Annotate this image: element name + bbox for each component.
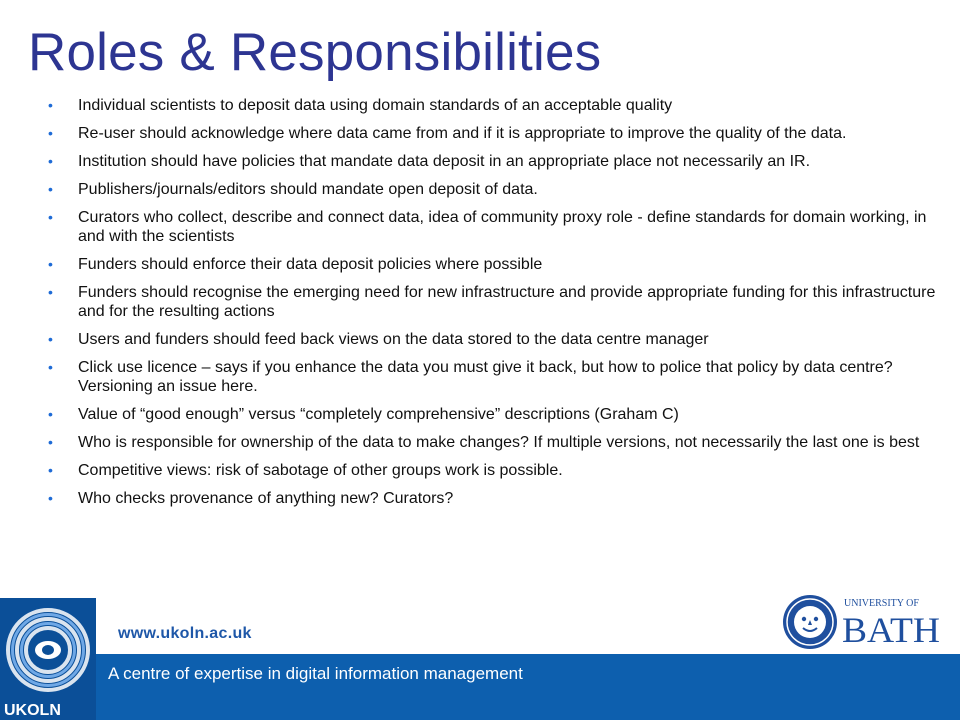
bullet-text: Who is responsible for ownership of the data to make changes? If multiple versions, not necessarily the last one is best xyxy=(78,434,920,451)
bullet-text: Click use licence – says if you enhance the data you must give it back, but how to police that policy by data centre? Versioning an issue here. xyxy=(78,359,893,395)
bath-logo-main-text: BATH xyxy=(842,610,940,650)
bullet-item xyxy=(48,358,948,396)
bullet-item xyxy=(48,96,948,115)
slide-title: Roles & Responsibilities xyxy=(28,23,602,82)
bullet-item xyxy=(48,433,948,452)
bullet-text: Institution should have policies that mandate data deposit in an appropriate place not necessarily an IR. xyxy=(78,153,811,170)
bullet-item xyxy=(48,405,948,424)
ukoln-logo-text: UKOLN xyxy=(4,702,61,719)
bullet-dot-icon: • xyxy=(48,434,53,450)
bullet-dot-icon: • xyxy=(48,181,53,197)
bullet-list xyxy=(48,96,948,517)
bullet-dot-icon: • xyxy=(48,331,53,347)
footer-url[interactable]: www.ukoln.ac.uk xyxy=(118,625,252,642)
bath-crest-icon xyxy=(783,595,837,649)
bullet-item xyxy=(48,124,948,143)
bullet-dot-icon: • xyxy=(48,462,53,478)
bullet-item xyxy=(48,152,948,171)
bullet-dot-icon: • xyxy=(48,97,53,113)
bullet-dot-icon: • xyxy=(48,490,53,506)
bullet-dot-icon: • xyxy=(48,125,53,141)
bath-logo-top-text: UNIVERSITY OF xyxy=(844,598,919,609)
bullet-dot-icon: • xyxy=(48,153,53,169)
bullet-text: Curators who collect, describe and connect data, idea of community proxy role - define standards for domain working, in and with the scientists xyxy=(78,209,927,245)
bullet-item xyxy=(48,330,948,349)
footer-tagline: A centre of expertise in digital information management xyxy=(108,664,523,683)
bullet-text: Who checks provenance of anything new? Curators? xyxy=(78,490,454,507)
bullet-text: Publishers/journals/editors should mandate open deposit of data. xyxy=(78,181,538,198)
bullet-item xyxy=(48,283,948,321)
bullet-dot-icon: • xyxy=(48,359,53,375)
bullet-text: Funders should enforce their data deposit policies where possible xyxy=(78,256,543,273)
bullet-text: Funders should recognise the emerging need for new infrastructure and provide appropriate funding for this infrastructure and for the resulting actions xyxy=(78,284,936,320)
bullet-item xyxy=(48,180,948,199)
bullet-text: Competitive views: risk of sabotage of other groups work is possible. xyxy=(78,462,563,479)
bullet-text: Individual scientists to deposit data using domain standards of an acceptable quality xyxy=(78,97,673,114)
bullet-text: Re-user should acknowledge where data came from and if it is appropriate to improve the quality of the data. xyxy=(78,125,847,142)
bullet-item xyxy=(48,461,948,480)
bullet-text: Value of “good enough” versus “completely comprehensive” descriptions (Graham C) xyxy=(78,406,679,423)
bullet-dot-icon: • xyxy=(48,256,53,272)
bath-logo xyxy=(780,590,945,652)
bullet-text: Users and funders should feed back views on the data stored to the data centre manager xyxy=(78,331,709,348)
bullet-item xyxy=(48,208,948,246)
bullet-item xyxy=(48,255,948,274)
bullet-dot-icon: • xyxy=(48,209,53,225)
ukoln-logo xyxy=(0,598,96,720)
bullet-dot-icon: • xyxy=(48,406,53,422)
bullet-dot-icon: • xyxy=(48,284,53,300)
bullet-item xyxy=(48,489,948,508)
